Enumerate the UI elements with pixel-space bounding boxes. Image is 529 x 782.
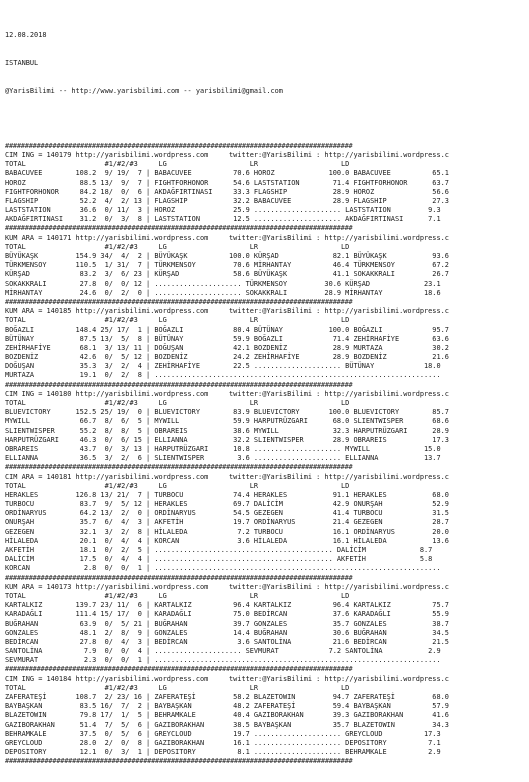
section-separator: ########################################################################################: [5, 297, 353, 306]
report-city: ISTANBUL: [5, 59, 39, 67]
horse-row: BUĞRAHAN 63.9 0/ 5/ 21 | BUĞRAHAN 39.7 GONZALES 35.7 GONZALES 38.7: [5, 619, 449, 628]
horse-row: BÜYÜKAŞK 154.9 34/ 4/ 2 | BÜYÜKAŞK 100.0 KÜRŞAD 82.1 BÜYÜKAŞK 93.6: [5, 252, 449, 261]
race-title: CIM ING = 140179 http://yarisbilimi.wordpress.com twitter:@YarisBilimi : http://yarisbilimi.wordpress.c: [5, 150, 449, 159]
horse-row: KORCAN 2.8 0/ 0/ 1 | .....................................................................: [5, 564, 441, 573]
horse-row: ZAFERATEŞİ 108.7 2/ 23/ 16 | ZAFERATEŞİ 58.2 BLAZETOWIN 94.7 ZAFERATEŞİ 68.0: [5, 693, 449, 702]
race-section: [5, 298, 529, 381]
section-separator: ########################################################################################: [5, 573, 353, 582]
race-section: [5, 224, 529, 298]
horse-row: GREYCLOUD 28.0 2/ 0/ 8 | GAZIBORAKHAN 16.1 ..................... DEPOSITORY 7.1: [5, 738, 441, 747]
section-separator: ########################################################################################: [5, 463, 353, 472]
race-section: [5, 463, 529, 573]
horse-row: BAYBAŞKAN 83.5 16/ 7/ 2 | BAYBAŞKAN 48.2 ZAFERATEŞİ 59.4 BAYBAŞKAN 57.9: [5, 702, 449, 711]
horse-row: SLIENTWISPER 55.2 8/ 8/ 5 | OBRAREIS 38.6 MYWILL 32.3 HARPUTRÜZGARI 28.9: [5, 426, 449, 435]
horse-row: BLAZETOWIN 79.8 17/ 1/ 5 | BEHRAMKALE 40.4 GAZIBORAKHAN 39.3 GAZIBORAKHAN 41.6: [5, 711, 449, 720]
horse-row: MİRHANTAY 24.6 0/ 2/ 0 | ..................... SOKAKKRALI 28.9 MİRHANTAY 18.6: [5, 288, 441, 297]
horse-row: ELLIANNA 36.5 3/ 2/ 6 | SLIENTWISPER 3.6 ..................... ELLIANNA 13.7: [5, 454, 441, 463]
horse-row: TÜRKMENSOY 110.5 1/ 31/ 7 | TÜRKMENSOY 70.6 MİRHANTAY 46.4 TÜRKMENSOY 67.2: [5, 261, 449, 270]
column-headers: TOTAL #1/#2/#3 LG LR LD: [5, 242, 350, 251]
horse-row: SEVMURAT 2.3 0/ 0/ 1 | .....................................................................: [5, 656, 441, 665]
horse-row: DEPOSITORY 12.1 0/ 3/ 1 | DEPOSITORY 8.1 ..................... BEHRAMKALE 2.9: [5, 748, 441, 757]
race-section: [5, 142, 529, 225]
race-title: CIM ING = 140180 http://yarisbilimi.wordpress.com twitter:@YarisBilimi : http://yarisbilimi.wordpress.c: [5, 389, 449, 398]
horse-row: HİLALEDA 20.1 0/ 4/ 4 | KORCAN 3.6 HİLALEDA 16.1 HİLALEDA 13.6: [5, 536, 449, 545]
horse-row: BLUEVICTORY 152.5 25/ 19/ 0 | BLUEVICTORY 83.9 BLUEVICTORY 100.0 BLUEVICTORY 85.7: [5, 408, 449, 417]
horse-row: DALİCİM 17.5 0/ 4/ 4 | ........................................... AKFETİH 5.8: [5, 555, 433, 564]
horse-row: GEZEGEN 32.1 3/ 2/ 8 | HİLALEDA 7.2 TURBOCU 16.1 ORDİNARYUS 20.0: [5, 527, 449, 536]
horse-row: BÜTÜNAY 87.5 13/ 5/ 8 | BÜTÜNAY 59.9 BOĞAZLI 71.4 ZEHİRHAFİYE 63.6: [5, 334, 449, 343]
horse-row: ZEHİRHAFİYE 68.1 3/ 13/ 11 | DOĞUŞAN 42.1 BOZDENİZ 28.9 MURTAZA 30.2: [5, 343, 449, 352]
column-headers: TOTAL #1/#2/#3 LG LR LD: [5, 399, 350, 408]
horse-row: LASTSTATION 36.6 0/ 11/ 3 | HOROZ 25.9 ..................... LASTSTATION 9.3: [5, 206, 441, 215]
section-separator: ########################################################################################: [5, 665, 353, 674]
race-title: CIM ING = 140184 http://yarisbilimi.wordpress.com twitter:@YarisBilimi : http://yarisbilimi.wordpress.c: [5, 674, 449, 683]
section-separator: ########################################################################################: [5, 141, 353, 150]
column-headers: TOTAL #1/#2/#3 LG LR LD: [5, 683, 350, 692]
horse-row: KÜRŞAD 83.2 3/ 6/ 23 | KÜRŞAD 58.6 BÜYÜKAŞK 41.1 SOKAKKRALI 26.7: [5, 270, 449, 279]
horse-row: FLAGSHIP 52.2 4/ 2/ 13 | FLAGSHIP 32.2 BABACUVEE 28.9 FLAGSHIP 27.3: [5, 196, 449, 205]
horse-row: ORDİNARYUS 64.2 13/ 2/ 0 | ORDİNARYUS 54.5 GEZEGEN 41.4 TURBOCU 31.5: [5, 509, 449, 518]
horse-row: BEHRAMKALE 37.5 0/ 5/ 6 | GREYCLOUD 19.7 ..................... GREYCLOUD 17.3: [5, 729, 441, 738]
column-headers: TOTAL #1/#2/#3 LG LR LD: [5, 591, 350, 600]
column-headers: TOTAL #1/#2/#3 LG LR LD: [5, 316, 350, 325]
horse-row: HERAKLES 126.8 13/ 21/ 7 | TURBOCU 74.4 HERAKLES 91.1 HERAKLES 68.0: [5, 490, 449, 499]
race-section: [5, 574, 529, 666]
section-separator: ########################################################################################: [5, 224, 353, 233]
race-title: KUM ARA = 140171 http://yarisbilimi.wordpress.com twitter:@YarisBilimi : http://yarisbilimi.wordpress.c: [5, 233, 449, 242]
report-date: 12.08.2018: [5, 31, 47, 40]
horse-row: FIGHTFORHONOR 84.2 18/ 0/ 6 | AKDAĞFIRTINASI 33.3 FLAGSHIP 28.9 HOROZ 56.6: [5, 187, 449, 196]
report-credits: @YarisBilimi -- http://www.yarisbilimi.com -- yarisbilimi@gmail.com: [5, 86, 283, 95]
race-section: [5, 381, 529, 464]
horse-row: SANTOLİNA 7.9 0/ 0/ 4 | ..................... SEVMURAT 7.2 SANTOLİNA 2.9: [5, 647, 441, 656]
horse-row: BOZDENİZ 42.6 0/ 5/ 12 | BOZDENİZ 24.2 ZEHİRHAFİYE 28.9 BOZDENİZ 21.6: [5, 353, 449, 362]
column-headers: TOTAL #1/#2/#3 LG LR LD: [5, 481, 350, 490]
horse-row: GONZALES 48.1 2/ 8/ 9 | GONZALES 14.4 BUĞRAHAN 30.6 BUĞRAHAN 34.5: [5, 628, 449, 637]
horse-row: MURTAZA 19.1 0/ 2/ 8 | .....................................................................: [5, 371, 441, 380]
horse-row: SOKAKKRALI 27.8 0/ 0/ 12 | ..................... TÜRKMENSOY 30.6 KÜRŞAD 23.1: [5, 279, 441, 288]
horse-row: BEDİRCAN 27.8 0/ 4/ 3 | BEDİRCAN 3.6 SANTOLİNA 21.6 BEDİRCAN 21.5: [5, 637, 449, 646]
race-title: KUM ARA = 140173 http://yarisbilimi.wordpress.com twitter:@YarisBilimi : http://yarisbilimi.wordpress.c: [5, 582, 449, 591]
horse-row: KARTALKIZ 139.7 23/ 11/ 6 | KARTALKIZ 96.4 KARTALKIZ 96.4 KARTALKIZ 75.7: [5, 601, 449, 610]
blank-line: [5, 114, 529, 123]
section-separator: ########################################################################################: [5, 380, 353, 389]
horse-row: MYWILL 66.7 8/ 6/ 5 | MYWILL 59.9 HARPUTRÜZGARI 68.0 SLIENTWISPER 68.6: [5, 417, 449, 426]
horse-row: HOROZ 88.5 13/ 9/ 7 | FIGHTFORHONOR 54.6 LASTSTATION 71.4 FIGHTFORHONOR 63.7: [5, 178, 449, 187]
horse-row: KARADAĞLI 111.4 15/ 17/ 0 | KARADAĞLI 75.0 BEDİRCAN 37.6 KARADAĞLI 55.9: [5, 610, 449, 619]
race-report-text: [5, 13, 529, 782]
column-headers: TOTAL #1/#2/#3 LG LR LD: [5, 160, 350, 169]
horse-row: AKFETİH 18.1 0/ 2/ 5 | ........................................... DALİCİM 8.7: [5, 546, 433, 555]
race-sections: [5, 142, 529, 767]
horse-row: DOĞUŞAN 35.3 3/ 2/ 4 | ZEHİRHAFİYE 22.5 ..................... BÜTÜNAY 18.0: [5, 362, 441, 371]
horse-row: GAZIBORAKHAN 51.4 7/ 5/ 6 | GAZIBORAKHAN 38.5 BAYBAŞKAN 35.7 BLAZETOWIN 34.3: [5, 720, 449, 729]
horse-row: AKDAĞFIRTINASI 31.2 0/ 3/ 8 | LASTSTATION 12.5 ..................... AKDAĞFIRTINASI 7.1: [5, 215, 441, 224]
horse-row: ONURŞAH 35.7 6/ 4/ 3 | AKFETİH 19.7 ORDİNARYUS 21.4 GEZEGEN 28.7: [5, 518, 449, 527]
section-separator: ########################################################################################: [5, 757, 353, 766]
race-section: [5, 665, 529, 757]
horse-row: HARPUTRÜZGARI 46.3 0/ 6/ 15 | ELLIANNA 32.2 SLIENTWISPER 28.9 OBRAREIS 17.3: [5, 435, 449, 444]
horse-row: BOĞAZLI 148.4 25/ 17/ 1 | BOĞAZLI 80.4 BÜTÜNAY 100.0 BOĞAZLI 95.7: [5, 325, 449, 334]
horse-row: BABACUVEE 108.2 9/ 19/ 7 | BABACUVEE 70.6 HOROZ 100.0 BABACUVEE 65.1: [5, 169, 449, 178]
horse-row: TURBOCU 83.7 9/ 5/ 12 | HERAKLES 69.7 DALİCİM 42.9 ONURŞAH 52.9: [5, 500, 449, 509]
horse-row: OBRAREIS 43.7 0/ 3/ 13 | HARPUTRÜZGARI 10.8 ..................... MYWILL 15.0: [5, 444, 441, 453]
race-title: KUM ARA = 140185 http://yarisbilimi.wordpress.com twitter:@YarisBilimi : http://yarisbilimi.wordpress.c: [5, 307, 449, 316]
race-title: CIM ARA = 140181 http://yarisbilimi.wordpress.com twitter:@YarisBilimi : http://yarisbilimi.wordpress.c: [5, 472, 449, 481]
